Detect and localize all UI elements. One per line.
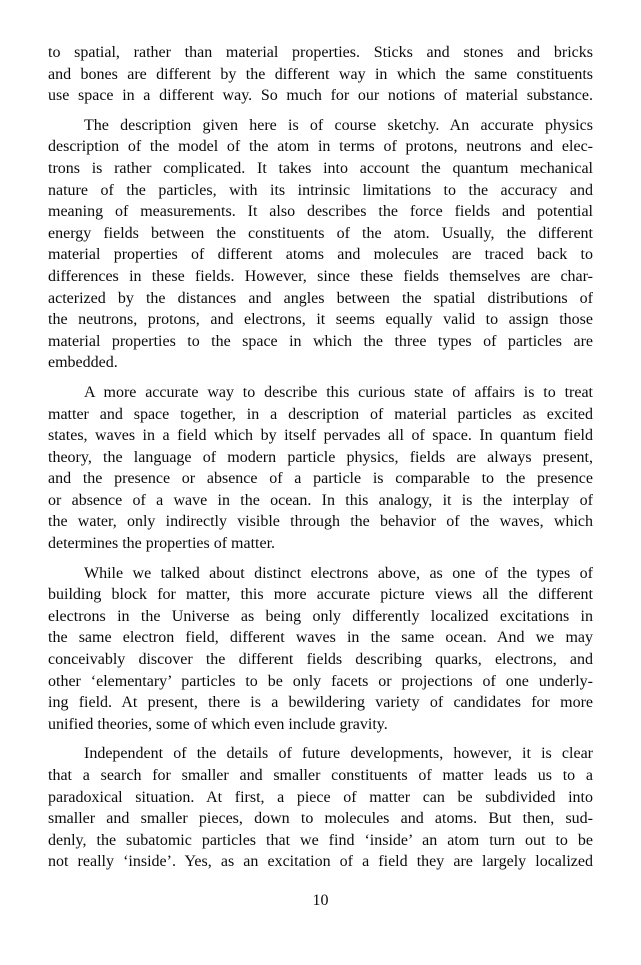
text-line: smaller and smaller pieces, down to molecules and atoms. But then, sud-: [48, 810, 593, 828]
text-line: not really ‘inside’. Yes, as an excitation of a field they are largely localized: [48, 853, 593, 871]
text-line: the water, only indirectly visible through the behavior of the waves, which: [48, 513, 593, 531]
text-line: the same electron field, different waves in the same ocean. And we may: [48, 629, 593, 647]
text-line: or absence of a wave in the ocean. In this analogy, it is the interplay of: [48, 491, 593, 509]
text-line: building block for matter, this more accurate picture views all the different: [48, 586, 593, 604]
text-line: to spatial, rather than material properties. Sticks and stones and bricks: [48, 44, 593, 61]
text-line: acterized by the distances and angles between the spatial distributions of: [48, 289, 593, 307]
text-line: the neutrons, protons, and electrons, it seems equally valid to assign those: [48, 311, 593, 329]
text-line: Independent of the details of future developments, however, it is clear: [84, 745, 593, 763]
paragraph: [48, 382, 593, 555]
text-line: paradoxical situation. At first, a piece of matter can be subdivided into: [48, 788, 593, 806]
text-line: denly, the subatomic particles that we find ‘inside’ an atom turn out to be: [48, 831, 593, 849]
page-number: 10: [312, 892, 329, 909]
body-text: [48, 42, 593, 873]
text-line: The description given here is of course sketchy. An accurate physics: [84, 116, 593, 134]
text-line: nature of the particles, with its intrinsic limitations to the accuracy and: [48, 181, 593, 199]
paragraph: [48, 743, 593, 873]
text-line: material properties of different atoms and molecules are traced back to: [48, 246, 593, 264]
text-line: that a search for smaller and smaller constituents of matter leads us to a: [48, 767, 593, 784]
text-line: embedded.: [48, 354, 118, 372]
text-line: description of the model of the atom in terms of protons, neutrons and elec-: [48, 138, 593, 156]
text-line: determines the properties of matter.: [48, 535, 276, 553]
paragraph: [48, 563, 593, 736]
text-line: matter and space together, in a description of material particles as excited: [48, 405, 593, 423]
text-line: unified theories, some of which even include gravity.: [48, 715, 388, 733]
text-line: conceivably discover the different fields describing quarks, electrons, and: [48, 651, 593, 669]
text-line: electrons in the Universe as being only differently localized excitations in: [48, 607, 593, 625]
text-line: trons is rather complicated. It takes into account the quantum mechanical: [48, 159, 593, 177]
text-line: theory, the language of modern particle physics, fields are always present,: [48, 448, 593, 466]
text-line: ing field. At present, there is a bewildering variety of candidates for more: [48, 694, 593, 712]
text-line: meaning of measurements. It also describes the force fields and potential: [48, 203, 593, 221]
text-line: While we talked about distinct electrons above, as one of the types of: [84, 564, 593, 582]
text-line: differences in these fields. However, since these fields themselves are char-: [48, 267, 593, 285]
text-line: use space in a different way. So much for our notions of material substance.: [48, 87, 593, 105]
text-line: A more accurate way to describe this curious state of affairs is to treat: [84, 383, 593, 401]
text-line: states, waves in a field which by itself pervades all of space. In quantum field: [48, 427, 593, 445]
paragraph: [48, 115, 593, 374]
paragraph: [48, 42, 593, 107]
text-line: material properties to the space in which the three types of particles are: [48, 332, 593, 350]
text-line: other ‘elementary’ particles to be only facets or projections of one underly-: [48, 672, 593, 690]
text-line: and bones are different by the different way in which the same constituents: [48, 65, 593, 83]
text-line: energy fields between the constituents of the atom. Usually, the different: [48, 224, 593, 242]
text-line: and the presence or absence of a particle is comparable to the presence: [48, 470, 593, 488]
